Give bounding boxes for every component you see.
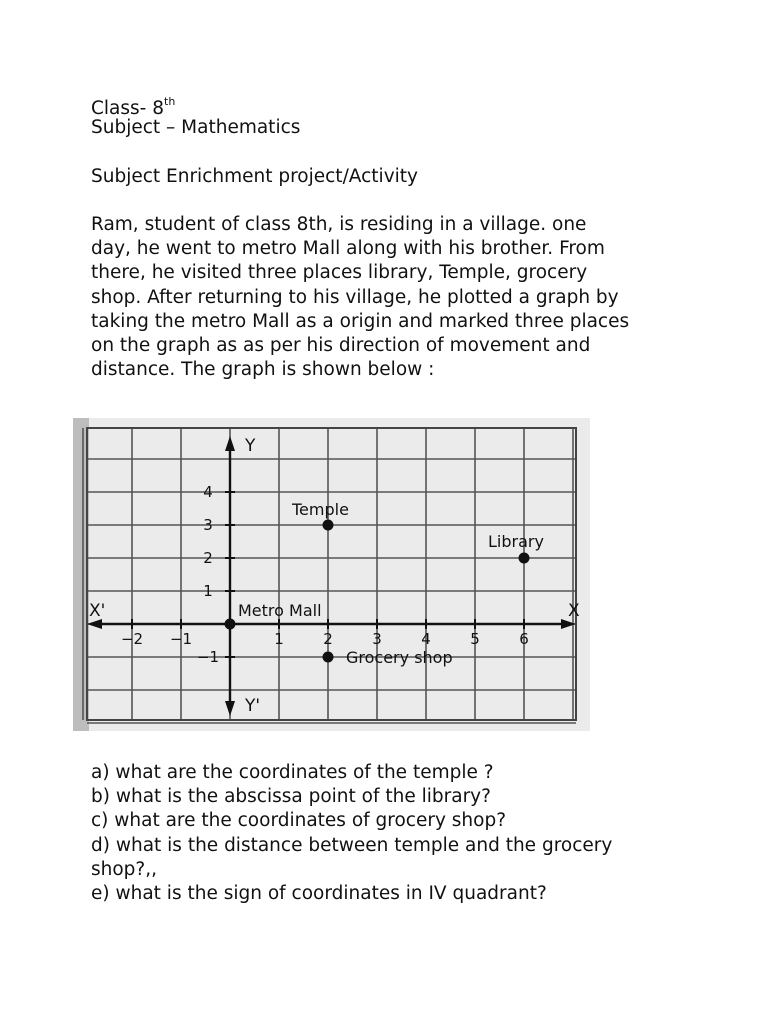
subject-heading: Subject – Mathematics xyxy=(91,117,301,138)
paragraph-line: there, he visited three places library, Temple, grocery xyxy=(91,262,588,284)
y-tick-label: 3 xyxy=(203,516,213,534)
problem-paragraph xyxy=(91,213,691,382)
paragraph-line: on the graph as as per his direction of movement and xyxy=(91,335,591,357)
activity-heading: Subject Enrichment project/Activity xyxy=(91,166,418,187)
question-d: d) what is the distance between temple and the grocery xyxy=(91,834,613,856)
point-marker xyxy=(519,553,530,564)
coordinate-graph-image xyxy=(73,418,590,731)
point-label: Library xyxy=(488,532,544,551)
coordinate-graph xyxy=(73,418,590,731)
question-list xyxy=(91,761,711,906)
paragraph-line: Ram, student of class 8th, is residing in a village. one xyxy=(91,214,587,235)
grid-frame xyxy=(87,428,576,720)
y-neg-axis-arrow xyxy=(225,701,235,716)
point-marker xyxy=(225,619,236,630)
y-tick-label: 2 xyxy=(203,549,213,567)
question-b: b) what is the abscissa point of the library? xyxy=(91,786,491,808)
y-tick-label: 4 xyxy=(203,483,213,501)
point-label: Grocery shop xyxy=(346,648,453,667)
x-axis-label: X xyxy=(568,601,580,621)
paragraph-line: taking the metro Mall as a origin and marked three places xyxy=(91,310,630,332)
question-e: e) what is the sign of coordinates in IV quadrant? xyxy=(91,883,547,905)
x-tick-label: 1 xyxy=(274,630,284,648)
y-axis-arrow xyxy=(225,436,235,451)
x-tick-label: 4 xyxy=(421,630,431,648)
axes xyxy=(87,436,576,716)
y-tick-label: −1 xyxy=(196,648,220,666)
point-marker xyxy=(323,520,334,531)
question-a: a) what are the coordinates of the temple ? xyxy=(91,762,494,783)
paragraph-line: day, he went to metro Mall along with his brother. From xyxy=(91,238,605,260)
class-heading: Class- 8th xyxy=(91,95,176,120)
y-neg-axis-label: Y' xyxy=(245,696,261,716)
x-tick-label: 5 xyxy=(470,630,480,648)
paragraph-line: distance. The graph is shown below : xyxy=(91,359,435,381)
y-axis-label: Y xyxy=(245,436,256,456)
class-superscript: th xyxy=(164,95,176,108)
question-c: c) what are the coordinates of grocery shop? xyxy=(91,810,507,832)
point-label: Temple xyxy=(292,500,349,519)
x-tick-label: −1 xyxy=(169,630,193,648)
y-tick-label: 1 xyxy=(203,582,213,600)
x-neg-axis-label: X' xyxy=(89,601,106,621)
paragraph-line: shop. After returning to his village, he plotted a graph by xyxy=(91,286,619,308)
point-marker xyxy=(323,652,334,663)
point-label: Metro Mall xyxy=(238,601,322,620)
x-tick-label: 2 xyxy=(323,630,333,648)
x-tick-label: 3 xyxy=(372,630,382,648)
question-d-continued: shop?,, xyxy=(91,858,158,880)
x-tick-label: 6 xyxy=(519,630,529,648)
grid-lines xyxy=(83,428,576,723)
x-tick-label: −2 xyxy=(120,630,144,648)
